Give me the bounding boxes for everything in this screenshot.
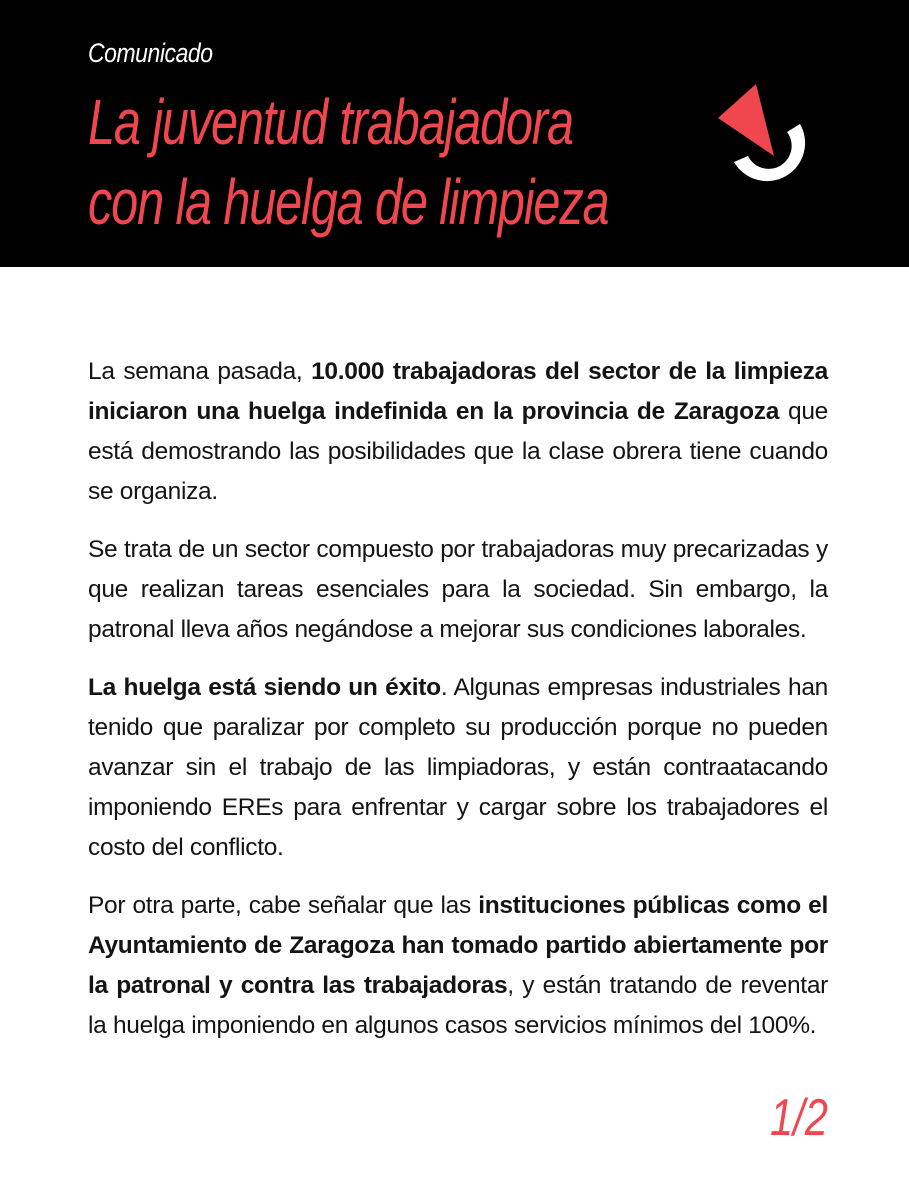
page-title-line-2: con la huelga de limpieza	[88, 166, 609, 238]
page-number: 1/2	[770, 1089, 828, 1147]
kicker-label: Comunicado	[88, 38, 213, 68]
page-title-line-1: La juventud trabajadora	[88, 86, 573, 158]
paragraph-1	[88, 352, 828, 512]
paragraph-3-highlight: La huelga está siendo un éxito	[88, 674, 441, 701]
page-title	[88, 82, 609, 242]
statement-body	[88, 352, 828, 1064]
paragraph-4-outro: , y están tratando de reventar la huelga imponiendo en algunos casos servicios mínimos del 100%.	[88, 972, 829, 1039]
paragraph-3-text: . Algunas empresas industriales han tenido que paralizar por completo su producción porque no pueden avanzar sin el trabajo de las limpiadoras, y están contraatacando imponiendo EREs para enfrentar y cargar sobre los trabajadores el costo del conflicto.	[88, 674, 829, 861]
paragraph-2-text: Se trata de un sector compuesto por trabajadoras muy precarizadas y que realizan tareas esenciales para la sociedad. Sin embargo, la patronal lleva años negándose a mejorar sus condiciones laborales.	[88, 536, 828, 643]
paragraph-2	[88, 530, 828, 650]
header-banner	[0, 0, 909, 267]
paragraph-1-outro: que está demostrando las posibilidades que la clase obrera tiene cuando se organiza.	[88, 398, 828, 505]
paragraph-1-highlight: 10.000 trabajadoras del sector de la limpieza iniciaron una huelga indefinida en la provincia de Zaragoza	[88, 358, 828, 425]
logo-red-flag	[718, 84, 774, 156]
organization-logo-icon	[712, 82, 832, 202]
paragraph-4-intro: Por otra parte, cabe señalar que las	[88, 892, 479, 919]
paragraph-4	[88, 886, 828, 1046]
paragraph-3	[88, 668, 828, 868]
paragraph-4-highlight: instituciones públicas como el Ayuntamiento de Zaragoza han tomado partido abiertamente por la patronal y contra las trabajadoras	[88, 892, 828, 999]
paragraph-1-intro: La semana pasada,	[88, 358, 312, 385]
